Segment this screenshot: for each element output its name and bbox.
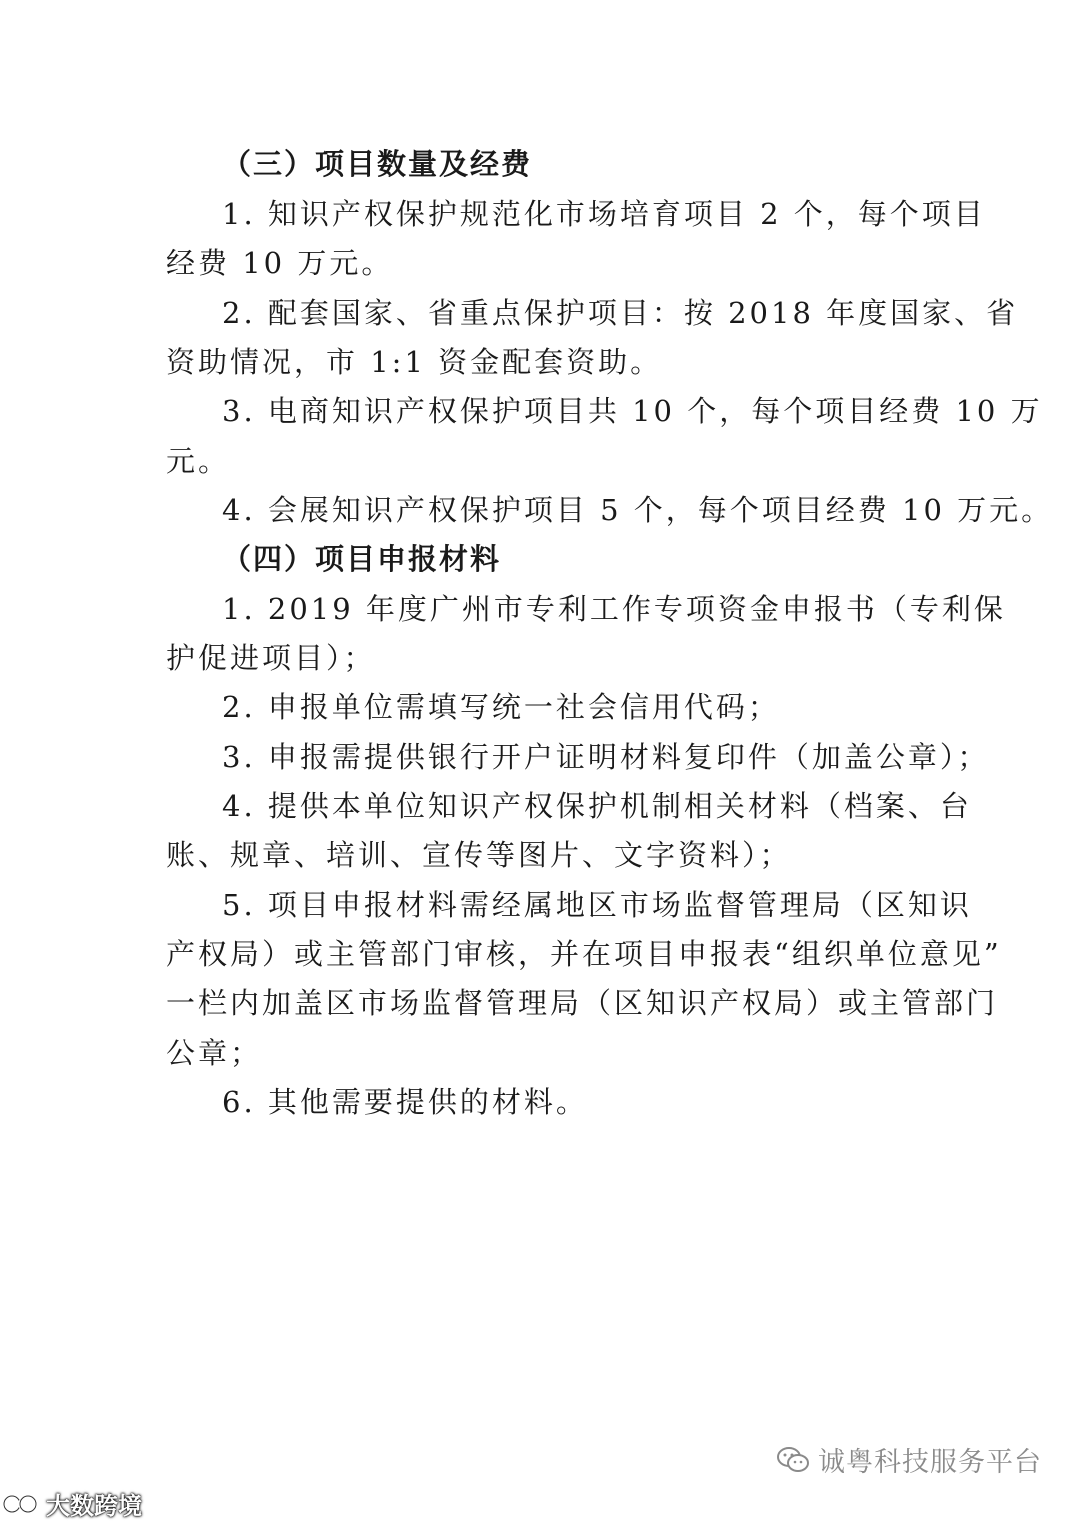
wechat-icon — [776, 1446, 810, 1474]
paragraph-line: 账、规章、培训、宣传等图片、文字资料）； — [166, 838, 792, 872]
paragraph-line: 产权局）或主管部门审核，并在项目申报表“组织单位意见” — [166, 937, 1002, 971]
paragraph-line: 2. 配套国家、省重点保护项目：按 2018 年度国家、省 — [222, 296, 1019, 330]
paragraph-line: 公章； — [166, 1036, 263, 1070]
paragraph-line: 一栏内加盖区市场监督管理局（区知识产权局）或主管部门 — [166, 986, 999, 1020]
paragraph-line: 经费 10 万元。 — [166, 246, 394, 280]
brand-name: 大数跨境 — [46, 1492, 142, 1520]
paragraph-line: 3. 电商知识产权保护项目共 10 个，每个项目经费 10 万 — [222, 394, 1043, 428]
paragraph-line: 6. 其他需要提供的材料。 — [222, 1085, 588, 1119]
brand-logo-icon — [2, 1491, 42, 1517]
section-heading-materials: （四）项目申报材料 — [222, 542, 502, 576]
wechat-account-watermark — [776, 1440, 1042, 1479]
paragraph-line: 资助情况，市 1:1 资金配套资助。 — [166, 345, 663, 379]
paragraph-line: 2. 申报单位需填写统一社会信用代码； — [222, 690, 780, 724]
paragraph-line: 1. 2019 年度广州市专利工作专项资金申报书（专利保 — [222, 592, 1006, 626]
paragraph-line: 护促进项目）； — [166, 641, 376, 675]
wechat-account-name: 诚粤科技服务平台 — [818, 1447, 1042, 1478]
brand-watermark — [2, 1486, 142, 1521]
paragraph-line: 4. 会展知识产权保护项目 5 个，每个项目经费 10 万元。 — [222, 493, 1054, 527]
paragraph-line: 5. 项目申报材料需经属地区市场监督管理局（区知识 — [222, 888, 972, 922]
section-heading-funding: （三）项目数量及经费 — [222, 147, 533, 181]
paragraph-line: 4. 提供本单位知识产权保护机制相关材料（档案、台 — [222, 789, 972, 823]
paragraph-line: 元。 — [166, 444, 231, 478]
paragraph-line: 3. 申报需提供银行开户证明材料复印件（加盖公章）； — [222, 740, 990, 774]
paragraph-line: 1. 知识产权保护规范化市场培育项目 2 个，每个项目 — [222, 197, 986, 231]
